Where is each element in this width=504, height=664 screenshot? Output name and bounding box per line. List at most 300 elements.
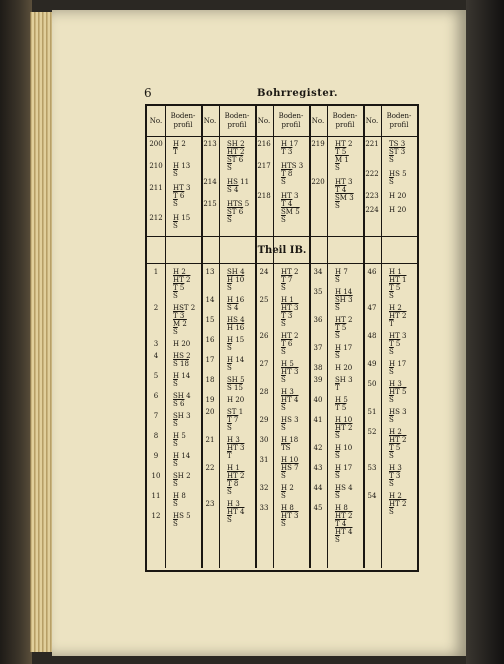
entry-number: 221 — [365, 140, 379, 148]
profile-layer: H 1 — [389, 268, 402, 276]
profile-layer: H 8 — [173, 492, 186, 500]
profile-layer: H 20 — [173, 340, 191, 348]
soil-profile — [273, 332, 309, 356]
entry-number: 5 — [153, 372, 159, 380]
profile-layer: $\overline{S}$ — [389, 396, 394, 404]
entry-number: 38 — [313, 364, 323, 372]
profile-layer: HT 2 — [227, 472, 245, 480]
profile-layer: $\overline{S}$ — [173, 500, 178, 508]
profile-layer: $\overline{T}$ — [173, 148, 178, 156]
profile-layer: SH 3 — [335, 296, 353, 304]
profile-layer: HT 3 — [227, 444, 245, 452]
entry-number: 3 — [153, 340, 159, 348]
profile-layer: H 15 — [173, 214, 191, 222]
entry-number: 22 — [205, 464, 215, 472]
profile-layer: HT 4 — [335, 528, 353, 536]
profile-layer: H 14 — [227, 356, 245, 364]
soil-profile — [327, 504, 363, 544]
soil-profile — [165, 472, 201, 488]
soil-profile — [219, 200, 255, 224]
profile-layer: H 16 — [227, 324, 245, 332]
profile-layer: T 4 — [335, 520, 347, 528]
entry-number: 8 — [153, 432, 159, 440]
soil-profile — [381, 206, 417, 214]
entry-number: 25 — [259, 296, 269, 304]
entry-number: 44 — [313, 484, 323, 492]
profile-layer: HT 3 — [281, 512, 299, 520]
section-title: Theil IB. — [147, 236, 417, 264]
entry-number: 218 — [257, 192, 271, 200]
entry-number: 210 — [149, 162, 163, 170]
background-right — [466, 0, 504, 664]
soil-profile — [165, 304, 201, 336]
soil-profile — [165, 412, 201, 428]
header-bodenprofil: Boden- profil — [386, 112, 412, 129]
entry-number: 1 — [153, 268, 159, 276]
profile-layer: HT 3 — [281, 368, 299, 376]
soil-profile — [219, 500, 255, 524]
profile-layer: H 8 — [335, 504, 348, 512]
profile-layer: H 2 — [173, 140, 186, 148]
profile-layer: $\overline{S}$ — [389, 480, 394, 488]
profile-layer: $\overline{S}$ — [281, 178, 286, 186]
profile-layer: H 7 — [335, 268, 348, 276]
profile-layer: HT 3 — [173, 184, 191, 192]
entry-number: 219 — [311, 140, 325, 148]
soil-profile — [219, 336, 255, 352]
profile-layer: $\overline{S}$ — [389, 416, 394, 424]
profile-layer: HS 3 — [281, 416, 299, 424]
profile-layer: HT 2 — [389, 500, 407, 508]
entry-number: 24 — [259, 268, 269, 276]
entry-number: 9 — [153, 452, 159, 460]
soil-profile — [165, 452, 201, 468]
profile-layer: T 3 — [389, 472, 401, 480]
profile-layer: SM 5 — [281, 208, 300, 216]
entry-number: 19 — [205, 396, 215, 404]
soil-profile — [381, 492, 417, 516]
profile-layer: ST 1 — [227, 408, 244, 416]
soil-profile — [327, 364, 363, 372]
profile-layer: ST 6 — [227, 156, 244, 164]
profile-layer: HT 2 — [173, 276, 191, 284]
page-number: 6 — [144, 86, 152, 100]
profile-layer: HS 5 — [173, 512, 191, 520]
profile-layer: $\overline{S}$ — [227, 488, 232, 496]
profile-layer: $\overline{S}$ — [173, 480, 178, 488]
soil-profile — [273, 388, 309, 412]
profile-layer: H 14 — [173, 452, 191, 460]
profile-layer: T 7 — [281, 276, 293, 284]
profile-layer: T 5 — [173, 284, 185, 292]
profile-layer: $\overline{S}$ — [389, 292, 394, 300]
soil-profile — [219, 396, 255, 404]
profile-layer: TS 3 — [389, 140, 406, 148]
header-no: No. — [365, 116, 379, 125]
profile-layer: H 17 — [335, 464, 353, 472]
profile-layer: $\overline{T}$ — [389, 320, 394, 328]
entry-number: 211 — [149, 184, 163, 192]
profile-layer: S 6 — [173, 400, 185, 408]
soil-profile — [165, 340, 201, 348]
book-spine — [0, 0, 32, 664]
profile-layer: $\overline{S}$ — [173, 460, 178, 468]
profile-layer: S 15 — [227, 384, 243, 392]
profile-layer: H 2 — [281, 484, 294, 492]
profile-layer: HT 3 — [281, 304, 299, 312]
profile-layer: $\overline{S}$ — [173, 520, 178, 528]
profile-layer: HTS 5 — [227, 200, 250, 208]
profile-layer: H 14 — [335, 288, 353, 296]
entry-number: 15 — [205, 316, 215, 324]
profile-layer: $\overline{S}$ — [281, 376, 286, 384]
profile-layer: T 3 — [281, 148, 293, 156]
entry-number: 29 — [259, 416, 269, 424]
profile-layer: HS 4 — [227, 316, 245, 324]
profile-layer: H 20 — [227, 396, 245, 404]
soil-profile — [381, 140, 417, 164]
profile-layer: $\overline{T}$ — [227, 452, 232, 460]
profile-layer: H 13 — [173, 162, 191, 170]
profile-layer: S 4 — [227, 304, 239, 312]
soil-profile — [273, 268, 309, 292]
profile-layer: H 10 — [335, 444, 353, 452]
entry-number: 13 — [205, 268, 215, 276]
profile-layer: HT 2 — [335, 512, 353, 520]
entry-number: 40 — [313, 396, 323, 404]
profile-layer: $\overline{S}$ — [335, 276, 340, 284]
profile-layer: $\overline{S}$ — [281, 404, 286, 412]
entry-number: 53 — [367, 464, 377, 472]
soil-profile — [327, 464, 363, 480]
profile-layer: HT 4 — [227, 508, 245, 516]
entry-number: 223 — [365, 192, 379, 200]
soil-profile — [219, 316, 255, 332]
profile-layer: HT 3 — [335, 178, 353, 186]
entry-number: 27 — [259, 360, 269, 368]
profile-layer: SH 2 — [227, 140, 245, 148]
entry-number: 49 — [367, 360, 377, 368]
soil-profile — [381, 464, 417, 488]
profile-layer: $\overline{S}$ — [389, 156, 394, 164]
profile-layer: H 17 — [281, 140, 299, 148]
profile-layer: $\overline{S}$ — [281, 492, 286, 500]
profile-layer: $\overline{S}$ — [173, 222, 178, 230]
soil-profile — [273, 140, 309, 156]
soil-profile — [273, 416, 309, 432]
soil-profile — [219, 178, 255, 194]
profile-layer: H 10 — [227, 276, 245, 284]
soil-profile — [219, 408, 255, 432]
header-no: No. — [203, 116, 217, 125]
soil-profile — [327, 288, 363, 312]
profile-layer: M 2 — [173, 320, 187, 328]
soil-profile — [273, 296, 309, 328]
profile-layer: H 20 — [389, 192, 407, 200]
entry-number: 216 — [257, 140, 271, 148]
profile-layer: S 4 — [227, 186, 239, 194]
profile-layer: $\overline{S}$ — [335, 304, 340, 312]
profile-layer: H 14 — [173, 372, 191, 380]
header-no: No. — [257, 116, 271, 125]
profile-layer: H 20 — [389, 206, 407, 214]
soil-profile — [219, 296, 255, 312]
profile-layer: HTS 3 — [281, 162, 304, 170]
profile-layer: $\overline{S}$ — [227, 516, 232, 524]
entry-number: 48 — [367, 332, 377, 340]
profile-layer: $\overline{S}$ — [173, 380, 178, 388]
entry-number: 37 — [313, 344, 323, 352]
soil-profile — [165, 268, 201, 300]
profile-layer: $\overline{S}$ — [389, 452, 394, 460]
profile-layer: $\overline{S}$ — [281, 216, 286, 224]
bore-register-table — [145, 104, 419, 572]
entry-number: 33 — [259, 504, 269, 512]
profile-layer: HT 1 — [389, 276, 407, 284]
profile-layer: H 5 — [335, 396, 348, 404]
entry-number: 52 — [367, 428, 377, 436]
entry-number: 35 — [313, 288, 323, 296]
profile-layer: T 8 — [281, 170, 293, 178]
profile-layer: SH 4 — [173, 392, 191, 400]
profile-layer: HT 2 — [281, 268, 299, 276]
entry-number: 21 — [205, 436, 215, 444]
profile-layer: T 3 — [281, 312, 293, 320]
soil-profile — [381, 380, 417, 404]
soil-profile — [219, 140, 255, 172]
profile-layer: HT 2 — [335, 316, 353, 324]
soil-profile — [219, 436, 255, 460]
soil-profile — [381, 428, 417, 460]
profile-layer: S 18 — [173, 360, 189, 368]
profile-layer: H 1 — [281, 296, 294, 304]
page-edges — [30, 12, 53, 652]
profile-layer: $\overline{S}$ — [335, 332, 340, 340]
profile-layer: HS 2 — [173, 352, 191, 360]
soil-profile — [219, 464, 255, 496]
soil-profile — [273, 456, 309, 480]
profile-layer: HT 2 — [389, 312, 407, 320]
entry-number: 50 — [367, 380, 377, 388]
profile-layer: $\overline{S}$ — [335, 452, 340, 460]
header-no: No. — [311, 116, 325, 125]
profile-layer: HS 11 — [227, 178, 250, 186]
profile-layer: T 4 — [335, 186, 347, 194]
profile-layer: $\overline{S}$ — [227, 164, 232, 172]
profile-layer: $\overline{S}$ — [281, 320, 286, 328]
soil-profile — [381, 304, 417, 328]
entry-number: 217 — [257, 162, 271, 170]
header-bodenprofil: Boden- profil — [278, 112, 304, 129]
soil-profile — [165, 352, 201, 368]
entry-number: 215 — [203, 200, 217, 208]
entry-number: 220 — [311, 178, 325, 186]
soil-profile — [165, 512, 201, 528]
entry-number: 200 — [149, 140, 163, 148]
soil-profile — [219, 376, 255, 392]
profile-layer: T 7 — [227, 416, 239, 424]
entry-number: 39 — [313, 376, 323, 384]
entry-number: 41 — [313, 416, 323, 424]
entry-number: 32 — [259, 484, 269, 492]
soil-profile — [165, 214, 201, 230]
soil-profile — [219, 356, 255, 372]
soil-profile — [327, 376, 363, 392]
profile-layer: T 6 — [173, 192, 185, 200]
profile-layer: H 17 — [335, 344, 353, 352]
profile-layer: HT 2 — [335, 140, 353, 148]
profile-layer: H 10 — [281, 456, 299, 464]
entry-number: 213 — [203, 140, 217, 148]
profile-layer: H 2 — [173, 268, 186, 276]
profile-layer: T 4 — [281, 200, 293, 208]
soil-profile — [381, 192, 417, 200]
profile-layer: H 8 — [281, 504, 294, 512]
profile-layer: H 3 — [389, 380, 402, 388]
profile-layer: T 5 — [335, 404, 347, 412]
soil-profile — [165, 432, 201, 448]
header-bodenprofil: Boden- profil — [332, 112, 358, 129]
soil-profile — [273, 360, 309, 384]
header-no: No. — [149, 116, 163, 125]
soil-profile — [327, 484, 363, 500]
entry-number: 36 — [313, 316, 323, 324]
profile-layer: $\overline{S}$ — [227, 424, 232, 432]
profile-layer: HS 3 — [389, 408, 407, 416]
profile-layer: HS 4 — [335, 484, 353, 492]
profile-layer: H 2 — [389, 304, 402, 312]
profile-layer: HS 7 — [281, 464, 299, 472]
profile-layer: H 10 — [335, 416, 353, 424]
soil-profile — [327, 268, 363, 284]
profile-layer: $\overline{S}$ — [335, 536, 340, 544]
profile-layer: HT 2 — [335, 424, 353, 432]
profile-layer: SH 5 — [227, 376, 245, 384]
soil-profile — [273, 436, 309, 452]
profile-layer: HT 4 — [281, 396, 299, 404]
profile-layer: $\overline{S}$ — [281, 424, 286, 432]
entry-number: 18 — [205, 376, 215, 384]
profile-layer: $\overline{S}$ — [335, 492, 340, 500]
profile-layer: H 5 — [281, 360, 294, 368]
soil-profile — [381, 360, 417, 376]
profile-layer: HST 2 — [173, 304, 196, 312]
entry-number: 214 — [203, 178, 217, 186]
profile-layer: H 3 — [227, 436, 240, 444]
soil-profile — [165, 392, 201, 408]
profile-layer: $\overline{S}$ — [227, 364, 232, 372]
profile-layer: H 15 — [227, 336, 245, 344]
profile-layer: T 5 — [335, 148, 347, 156]
profile-layer: $\overline{S}$ — [281, 284, 286, 292]
entry-number: 47 — [367, 304, 377, 312]
profile-layer: T 3 — [173, 312, 185, 320]
profile-layer: $\overline{TS}$ — [281, 444, 291, 452]
profile-layer: HT 2 — [389, 436, 407, 444]
profile-layer: H 2 — [389, 492, 402, 500]
entry-number: 28 — [259, 388, 269, 396]
profile-layer: SH 4 — [227, 268, 245, 276]
entry-number: 51 — [367, 408, 377, 416]
profile-layer: $\overline{S}$ — [173, 440, 178, 448]
profile-layer: H 18 — [281, 436, 299, 444]
profile-layer: $\overline{S}$ — [389, 368, 394, 376]
profile-layer: ST 6 — [227, 208, 244, 216]
soil-profile — [327, 178, 363, 210]
entry-number: 23 — [205, 500, 215, 508]
profile-layer: M 1 — [335, 156, 349, 164]
header-bodenprofil: Boden- profil — [224, 112, 250, 129]
profile-layer: ST 3 — [389, 148, 406, 156]
profile-layer: H 17 — [389, 360, 407, 368]
entry-number: 20 — [205, 408, 215, 416]
column-divider — [309, 106, 311, 568]
soil-profile — [381, 268, 417, 300]
profile-layer: T 5 — [389, 444, 401, 452]
entry-number: 31 — [259, 456, 269, 464]
soil-profile — [273, 484, 309, 500]
entry-number: 34 — [313, 268, 323, 276]
soil-profile — [219, 268, 255, 292]
entry-number: 17 — [205, 356, 215, 364]
entry-number: 222 — [365, 170, 379, 178]
profile-layer: T 6 — [281, 340, 293, 348]
profile-layer: $\overline{S}$ — [389, 348, 394, 356]
profile-layer: $\overline{S}$ — [335, 432, 340, 440]
profile-layer: HT 2 — [227, 148, 245, 156]
soil-profile — [381, 408, 417, 424]
profile-layer: $\overline{S}$ — [335, 352, 340, 360]
entry-number: 26 — [259, 332, 269, 340]
profile-layer: SH 3 — [173, 412, 191, 420]
entry-number: 7 — [153, 412, 159, 420]
profile-layer: $\overline{S}$ — [173, 200, 178, 208]
entry-number: 4 — [153, 352, 159, 360]
entry-number: 30 — [259, 436, 269, 444]
soil-profile — [165, 162, 201, 178]
entry-number: 11 — [151, 492, 161, 500]
profile-layer: SH 2 — [173, 472, 191, 480]
soil-profile — [273, 192, 309, 224]
profile-layer: $\overline{S}$ — [281, 472, 286, 480]
profile-layer: $\overline{S}$ — [173, 292, 178, 300]
profile-layer: $\overline{S}$ — [227, 344, 232, 352]
profile-layer: $\overline{S}$ — [173, 420, 178, 428]
profile-layer: H 3 — [281, 388, 294, 396]
profile-layer: H 2 — [389, 428, 402, 436]
soil-profile — [327, 140, 363, 172]
entry-number: 212 — [149, 214, 163, 222]
entry-number: 54 — [367, 492, 377, 500]
soil-profile — [165, 492, 201, 508]
entry-number: 224 — [365, 206, 379, 214]
profile-layer: $\overline{S}$ — [335, 202, 340, 210]
profile-layer: T 5 — [389, 284, 401, 292]
soil-profile — [327, 444, 363, 460]
profile-layer: $\overline{S}$ — [173, 328, 178, 336]
profile-layer: HT 3 — [389, 332, 407, 340]
profile-layer: T 5 — [335, 324, 347, 332]
profile-layer: HS 5 — [389, 170, 407, 178]
entry-number: 10 — [151, 472, 161, 480]
profile-layer: $\overline{S}$ — [389, 508, 394, 516]
profile-layer: SM 3 — [335, 194, 354, 202]
profile-layer: $\overline{S}$ — [281, 520, 286, 528]
profile-layer: $\overline{S}$ — [335, 472, 340, 480]
profile-layer: H 16 — [227, 296, 245, 304]
soil-profile — [165, 372, 201, 388]
running-head: Bohrregister. — [257, 88, 339, 99]
